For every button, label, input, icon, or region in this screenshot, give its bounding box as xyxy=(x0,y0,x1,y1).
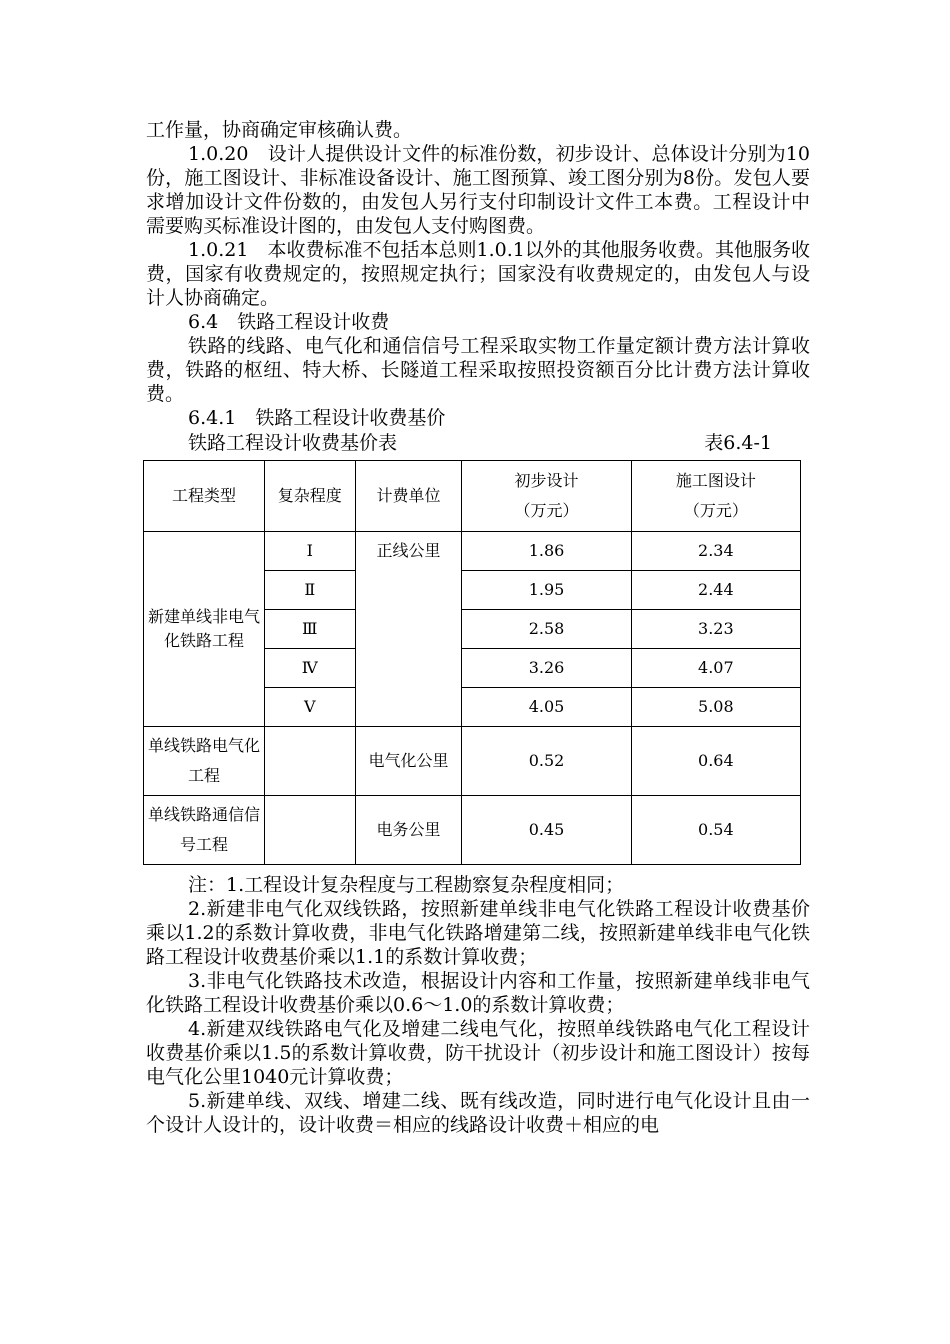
subsection-title: 6.4.1 铁路工程设计收费基价 xyxy=(188,407,446,429)
cell-construct: 0.54 xyxy=(631,796,800,865)
cell-prelim: 0.52 xyxy=(462,727,631,796)
cell-unit-group1: 正线公里 xyxy=(355,532,462,727)
cell-prelim: 2.58 xyxy=(462,610,631,649)
fee-table xyxy=(143,460,801,865)
table-row xyxy=(144,727,801,796)
header-prelim-label: 初步设计 xyxy=(514,471,579,490)
cell-prelim: 3.26 xyxy=(462,649,631,688)
cell-level: Ⅳ xyxy=(264,649,355,688)
header-complexity: 复杂程度 xyxy=(264,461,355,532)
cell-unit-electric: 电气化公里 xyxy=(355,727,462,796)
table-header-row xyxy=(144,461,801,532)
cell-construct: 5.08 xyxy=(631,688,800,727)
cell-type-electric: 单线铁路电气化工程 xyxy=(144,727,265,796)
note-2: 2.新建非电气化双线铁路，按照新建单线非电气化铁路工程设计收费基价乘以1.2的系数计算收费，非电气化铁路增建第二线，按照新建单线非电气化铁路工程设计收费基价乘以1.1的系数计算收费； xyxy=(146,898,810,968)
cell-type-signal: 单线铁路通信信号工程 xyxy=(144,796,265,865)
cell-type-group1: 新建单线非电气化铁路工程 xyxy=(144,532,265,727)
cell-level xyxy=(264,796,355,865)
cell-prelim: 1.95 xyxy=(462,571,631,610)
cell-unit-signal: 电务公里 xyxy=(355,796,462,865)
header-construct-unit: （万元） xyxy=(683,501,748,520)
cell-prelim: 1.86 xyxy=(462,532,631,571)
cell-level: Ⅴ xyxy=(264,688,355,727)
note-5: 5.新建单线、双线、增建二线、既有线改造，同时进行电气化设计且由一个设计人设计的，设计收费＝相应的线路设计收费＋相应的电 xyxy=(146,1090,810,1136)
note-4: 4.新建双线铁路电气化及增建二线电气化，按照单线铁路电气化工程设计收费基价乘以1.5的系数计算收费，防干扰设计（初步设计和施工图设计）按每电气化公里1040元计算收费； xyxy=(146,1018,810,1088)
table-number: 表6.4-1 xyxy=(704,432,772,454)
header-prelim-unit: （万元） xyxy=(514,501,579,520)
paragraph-continuation: 工作量，协商确定审核确认费。 xyxy=(146,119,413,141)
cell-level: Ⅱ xyxy=(264,571,355,610)
note-1: 注：1.工程设计复杂程度与工程勘察复杂程度相同； xyxy=(188,874,625,896)
paragraph-1-0-20: 1.0.20 设计人提供设计文件的标准份数，初步设计、总体设计分别为10份，施工图设计、非标准设备设计、施工图预算、竣工图分别为8份。发包人要求增加设计文件份数的，由发包人另行支付印制设计文件工本费。工程设计中需要购买标准设计图的，由发包人支付购图费。 xyxy=(146,143,810,237)
section-intro: 铁路的线路、电气化和通信信号工程采取实物工作量定额计费方法计算收费，铁路的枢纽、特大桥、长隧道工程采取按照投资额百分比计费方法计算收费。 xyxy=(146,335,810,405)
cell-level: Ⅰ xyxy=(264,532,355,571)
section-title: 6.4 铁路工程设计收费 xyxy=(188,311,390,333)
header-type: 工程类型 xyxy=(144,461,265,532)
document-page xyxy=(146,118,810,1137)
table-row xyxy=(144,796,801,865)
table-row xyxy=(144,532,801,571)
table-caption xyxy=(146,430,810,456)
header-prelim xyxy=(462,461,631,532)
header-unit: 计费单位 xyxy=(355,461,462,532)
header-construct xyxy=(631,461,800,532)
cell-construct: 2.34 xyxy=(631,532,800,571)
cell-prelim: 4.05 xyxy=(462,688,631,727)
cell-construct: 4.07 xyxy=(631,649,800,688)
table-title: 铁路工程设计收费基价表 xyxy=(188,432,398,454)
table-notes xyxy=(146,873,810,1137)
cell-prelim: 0.45 xyxy=(462,796,631,865)
paragraph-1-0-21: 1.0.21 本收费标准不包括本总则1.0.1以外的其他服务收费。其他服务收费，国家有收费规定的，按照规定执行；国家没有收费规定的，由发包人与设计人协商确定。 xyxy=(146,239,810,309)
cell-construct: 2.44 xyxy=(631,571,800,610)
cell-construct: 0.64 xyxy=(631,727,800,796)
cell-construct: 3.23 xyxy=(631,610,800,649)
cell-level xyxy=(264,727,355,796)
cell-level: Ⅲ xyxy=(264,610,355,649)
note-3: 3.非电气化铁路技术改造，根据设计内容和工作量，按照新建单线非电气化铁路工程设计收费基价乘以0.6～1.0的系数计算收费； xyxy=(146,970,810,1016)
header-construct-label: 施工图设计 xyxy=(675,471,756,490)
